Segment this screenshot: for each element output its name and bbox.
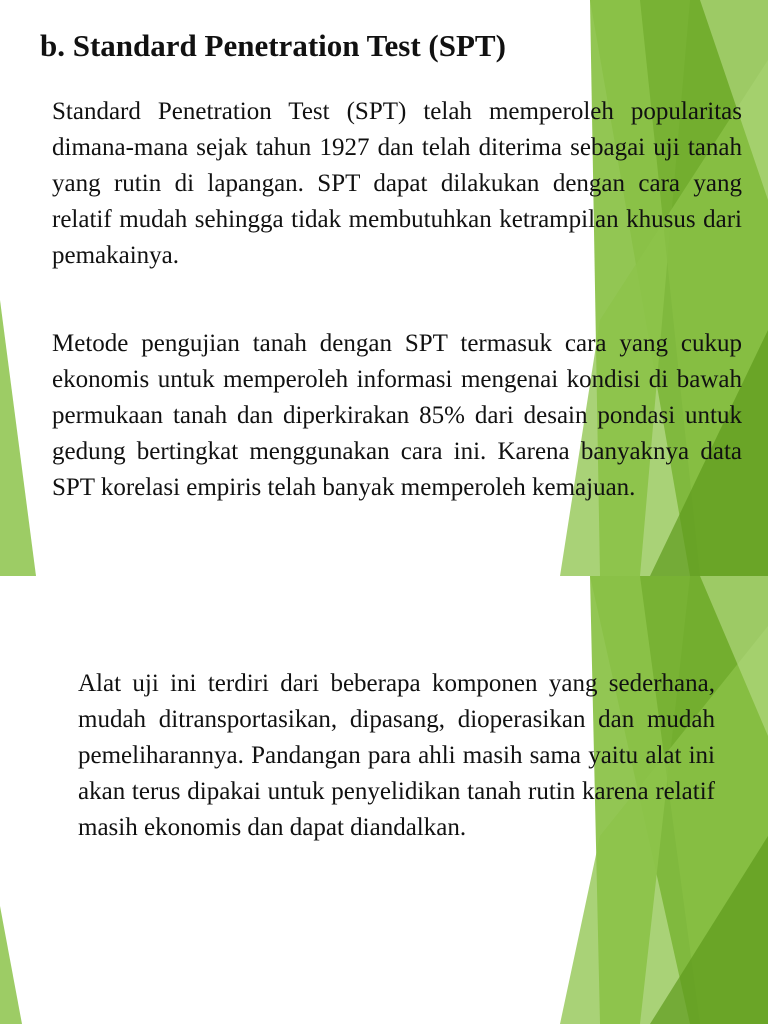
slide-title: b. Standard Penetration Test (SPT): [40, 28, 506, 63]
body-paragraph-2: Metode pengujian tanah dengan SPT termasuk cara yang cukup ekonomis untuk memperoleh informasi mengenai kondisi di bawah permukaan tanah dan diperkirakan 85% dari desain pondasi untuk gedung bertingkat menggunakan cara ini. Karena banyaknya data SPT korelasi empiris telah banyak memperoleh kemajuan.: [52, 330, 742, 501]
body-paragraph-3: Alat uji ini terdiri dari beberapa komponen yang sederhana, mudah ditransportasikan, dipasang, dioperasikan dan mudah pemeliharannya. Pandangan para ahli masih sama yaitu alat ini akan terus dipakai untuk penyelidikan tanah rutin karena relatif masih ekonomis dan dapat diandalkan.: [78, 670, 715, 841]
slide-2: [0, 576, 768, 1024]
body-paragraph-1: Standard Penetration Test (SPT) telah memperoleh popularitas dimana-mana sejak tahun 1927 dan telah diterima sebagai uji tanah yang rutin di lapangan. SPT dapat dilakukan dengan cara yang relatif mudah sehingga tidak membutuhkan ketrampilan khusus dari pemakainya.: [52, 98, 742, 269]
